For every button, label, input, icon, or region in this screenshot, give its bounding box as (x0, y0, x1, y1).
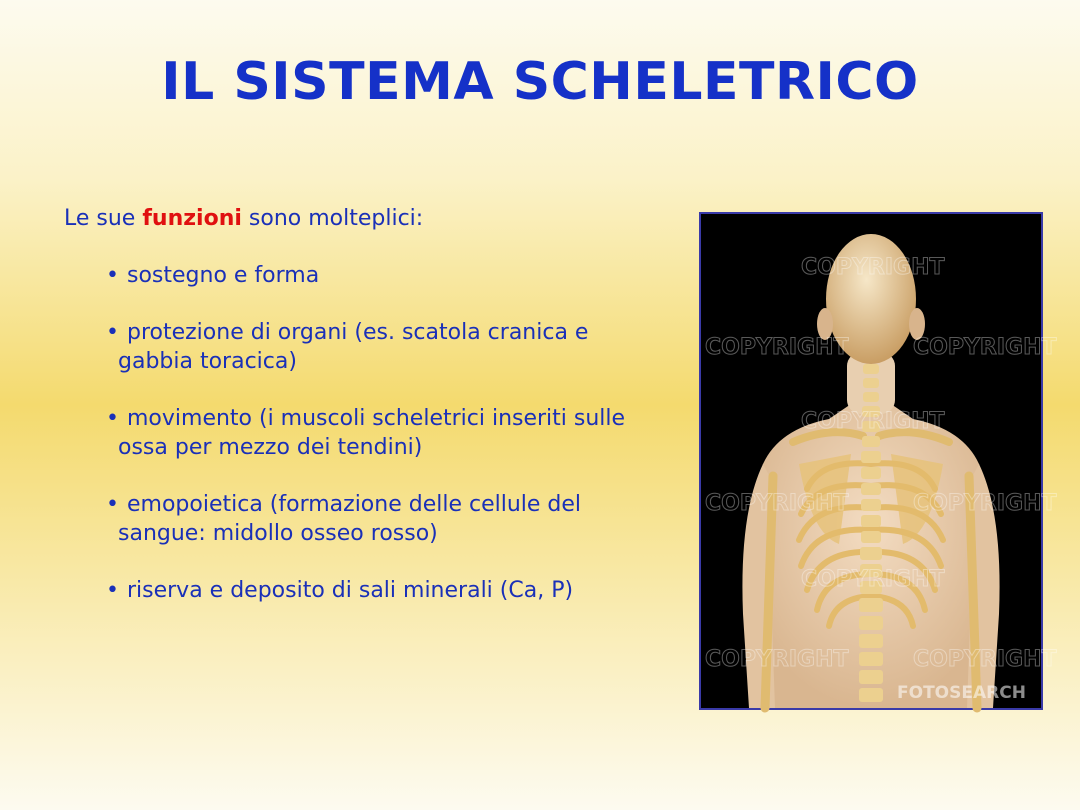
bullet-item (106, 261, 664, 290)
intro-line (64, 204, 664, 233)
slide-title: IL SISTEMA SCHELETRICO (161, 52, 919, 112)
watermark-text: COPYRIGHT (913, 491, 1057, 516)
bullet-text: movimento (i muscoli scheletrici inseriti sulle ossa per mezzo dei tendini) (118, 406, 626, 460)
bullet-dot: • (106, 406, 119, 431)
watermark-text: COPYRIGHT (801, 409, 945, 434)
bullet-text: sostegno e forma (126, 263, 320, 288)
skeleton-back-image (699, 212, 1057, 710)
bullet-item (106, 576, 664, 605)
bullet-text: emopoietica (formazione delle cellule del sangue: midollo osseo rosso) (118, 492, 582, 546)
skeleton-illustration (701, 214, 1057, 708)
watermark-text: COPYRIGHT (705, 647, 849, 672)
intro-text-after: sono molteplici: (241, 206, 424, 231)
watermark-text: COPYRIGHT (913, 335, 1057, 360)
bullet-item (106, 318, 664, 376)
watermark-brand: FOTOSEARCH (897, 683, 1026, 703)
watermark-text: COPYRIGHT (705, 335, 849, 360)
content-block (64, 204, 664, 633)
intro-text-before: Le sue (64, 206, 143, 231)
bullet-item (106, 404, 664, 462)
bullet-text: protezione di organi (es. scatola cranica e gabbia toracica) (118, 320, 589, 374)
bullet-dot: • (106, 578, 119, 603)
bullet-text: riserva e deposito di sali minerali (Ca, P) (126, 578, 574, 603)
watermark-text: COPYRIGHT (913, 647, 1057, 672)
bullet-item (106, 490, 664, 548)
bullet-list (64, 261, 664, 605)
watermark-text: COPYRIGHT (705, 491, 849, 516)
bullet-dot: • (106, 320, 119, 345)
bullet-dot: • (106, 492, 119, 517)
watermark-text: COPYRIGHT (801, 255, 945, 280)
bullet-dot: • (106, 263, 119, 288)
watermark-text: COPYRIGHT (801, 567, 945, 592)
intro-highlight: funzioni (142, 206, 242, 231)
